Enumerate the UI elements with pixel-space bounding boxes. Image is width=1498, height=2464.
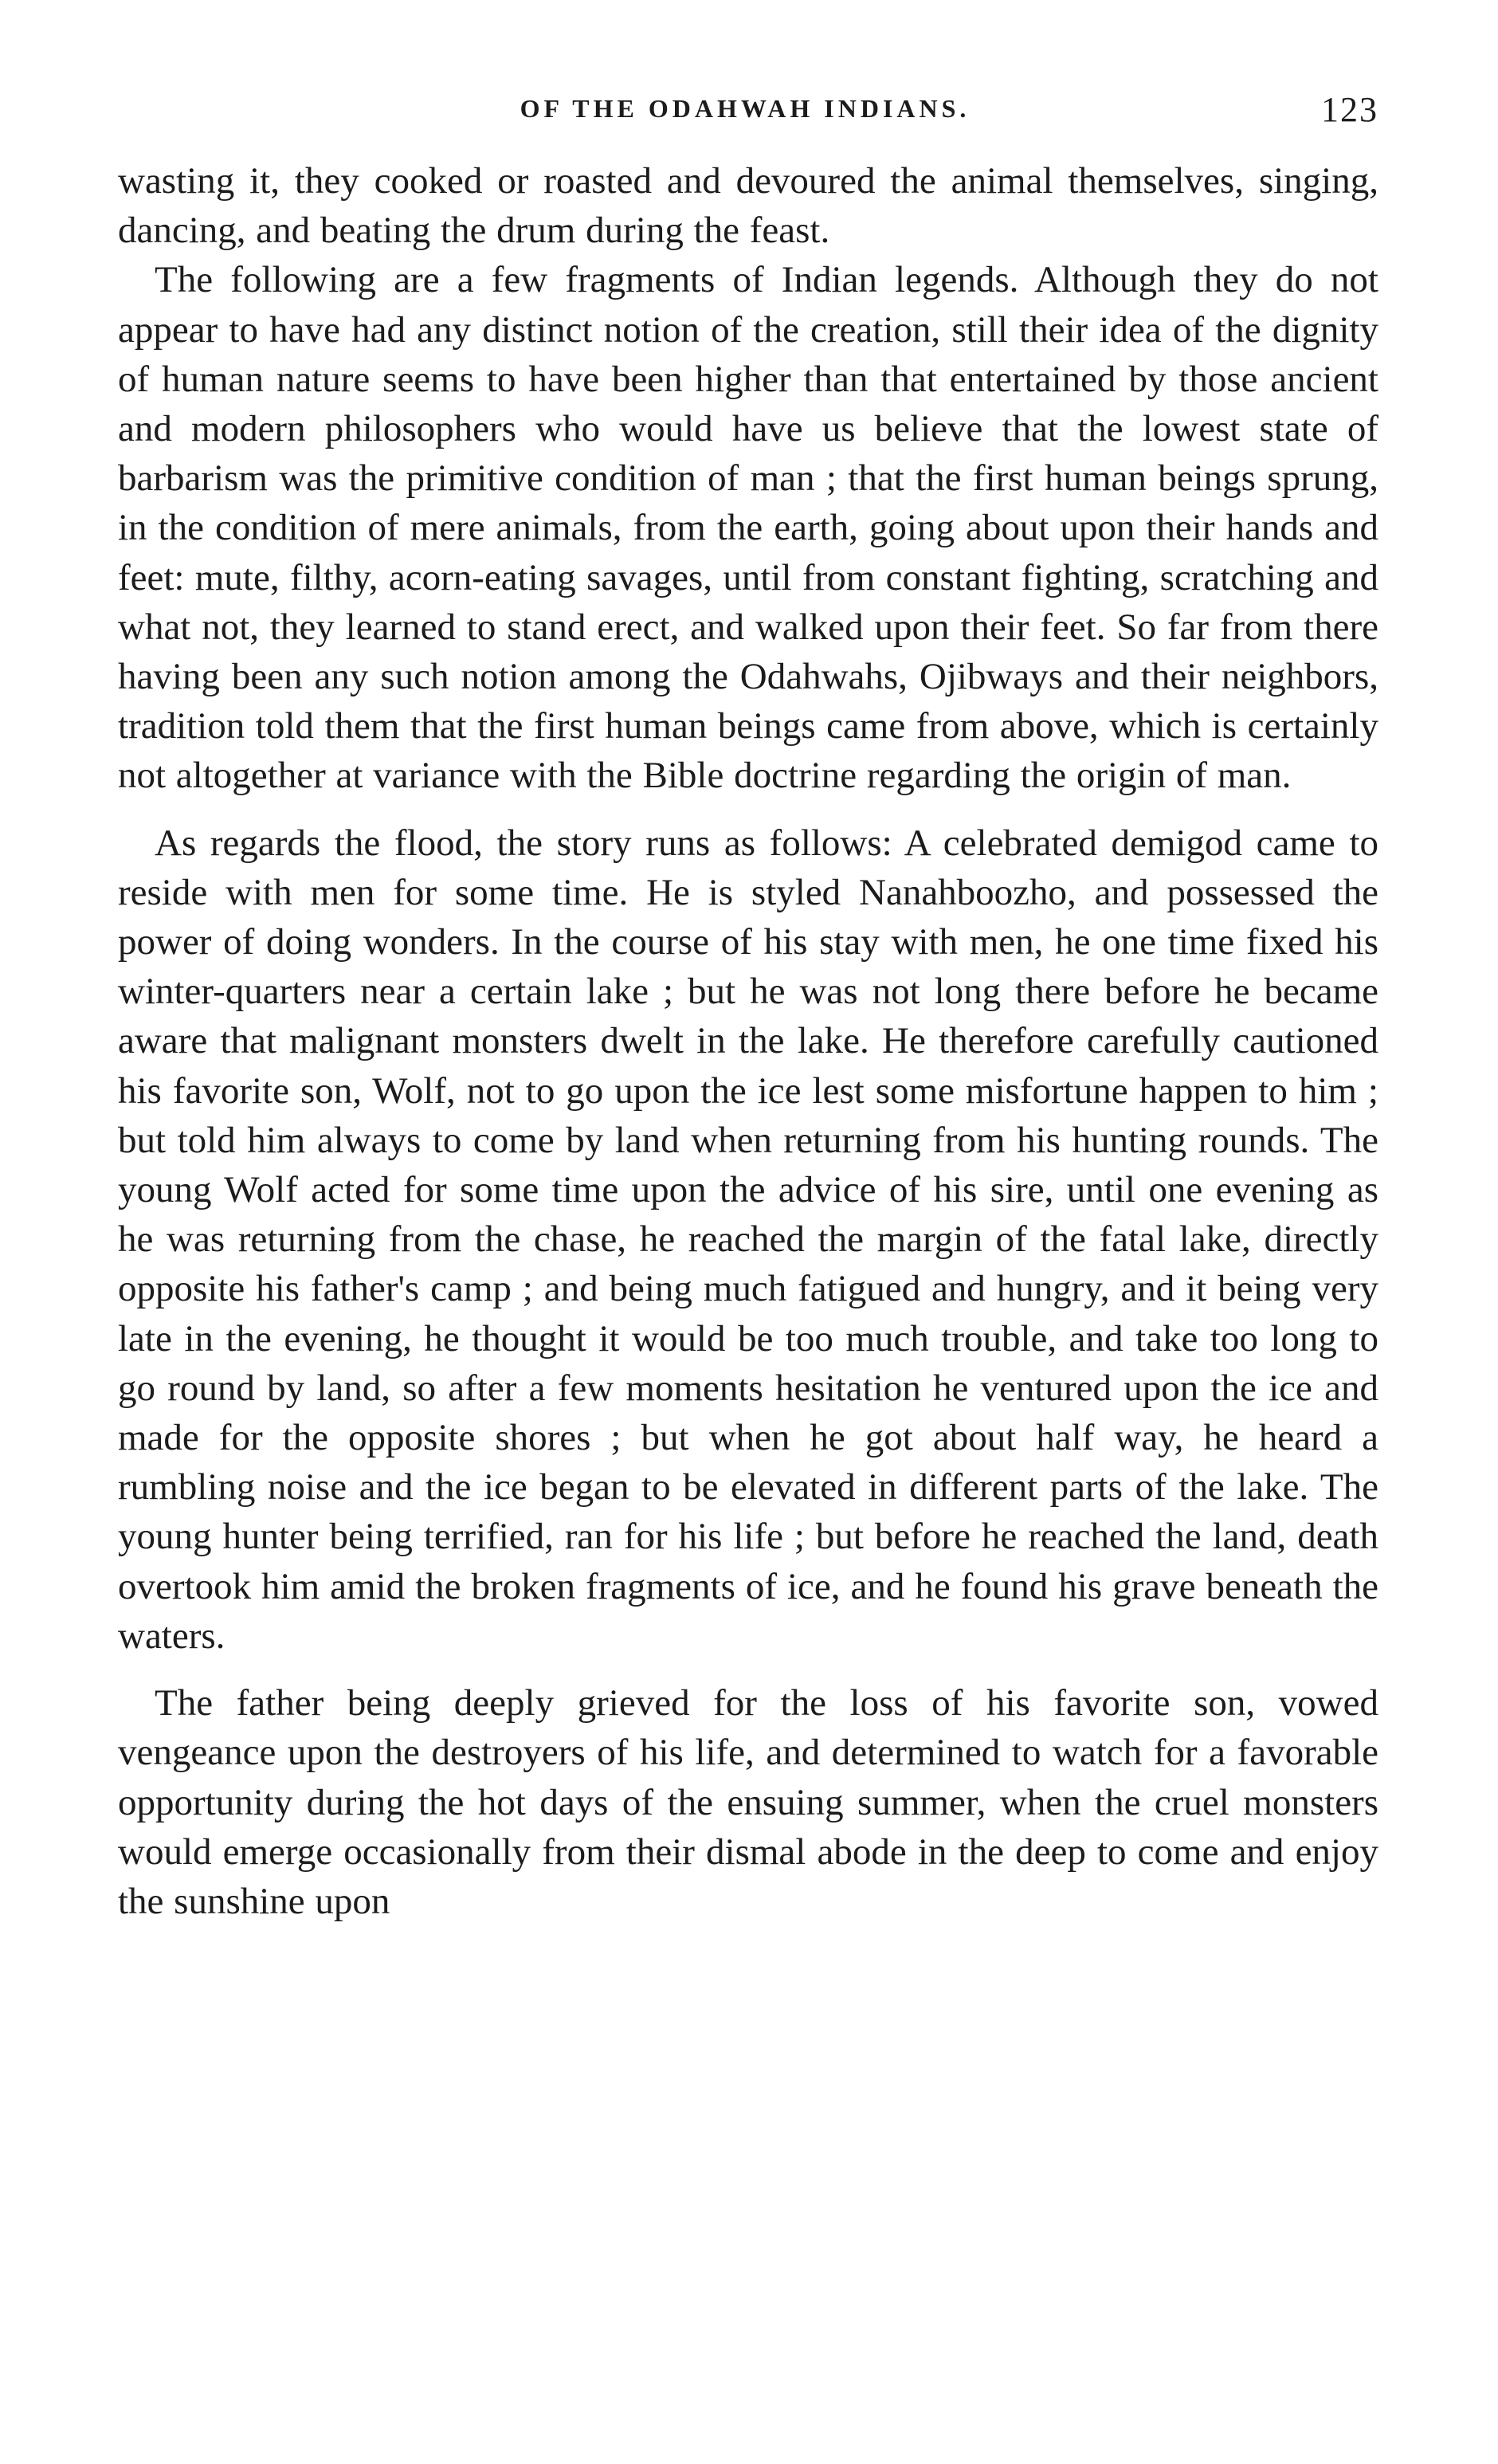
running-head (112, 90, 1378, 142)
page-number: 123 (1321, 90, 1378, 129)
paragraph-father-vengeance: The father being deeply grieved for the loss of his favorite son, vowed vengeance upon the destroyers of his life, and determined to watch for a favorable opportunity during the hot days of the ensuing summer, when the cruel monsters would emerge occasionally from their dismal abode in the deep to come and enjoy the sunshine upon (118, 1682, 1378, 1922)
running-title: OF THE ODAHWAH INDIANS. (520, 94, 971, 123)
paragraph-continuation: wasting it, they cooked or roasted and devoured the animal themselves, singing, dancing, and beating the drum during the feast. (118, 160, 1378, 252)
paragraph-flood-story: As regards the flood, the story runs as follows: A celebrated demigod came to reside with men for some time. He is styled Nanahboozho, and possessed the power of doing wonders. In the course of his stay with men, he one time fixed his winter-quarters near a certain lake ; but he was not long there before he became aware that malignant monsters dwelt in the lake. He therefore carefully cautioned his favorite son, Wolf, not to go upon the ice lest some misfortune happen to him ; but told him always to come by land when returning from his hunting rounds. The young Wolf acted for some time upon the advice of his sire, until one evening as he was returning from the chase, he reached the margin of the fatal lake, directly opposite his father's camp ; and being much fatigued and hungry, and it being very late in the evening, he thought it would be too much trouble, and take too long to go round by land, so after a few moments hesitation he ventured upon the ice and made for the opposite shores ; but when he got about half way, he heard a rumbling noise and the ice began to be elevated in different parts of the lake. The young hunter being terrified, ran for his life ; but before he reached the land, death overtook him amid the broken fragments of ice, and he found his grave beneath the waters. (118, 822, 1378, 1657)
paragraph-legends-intro: The following are a few fragments of Indian legends. Although they do not appear to have had any distinct notion of the creation, still their idea of the dignity of human nature seems to have been higher than that entertained by those ancient and modern philosophers who would have us believe that the lowest state of barbarism was the primitive condition of man ; that the first human beings sprung, in the condition of mere animals, from the earth, going about upon their hands and feet: mute, filthy, acorn-eating savages, until from constant fighting, scratching and what not, they learned to stand erect, and walked upon their feet. So far from there having been any such notion among the Odahwahs, Ojibways and their neighbors, tradition told them that the first human beings came from above, which is certainly not altogether at variance with the Bible doctrine regarding the origin of man. (118, 259, 1378, 797)
body-text (118, 156, 1378, 1926)
